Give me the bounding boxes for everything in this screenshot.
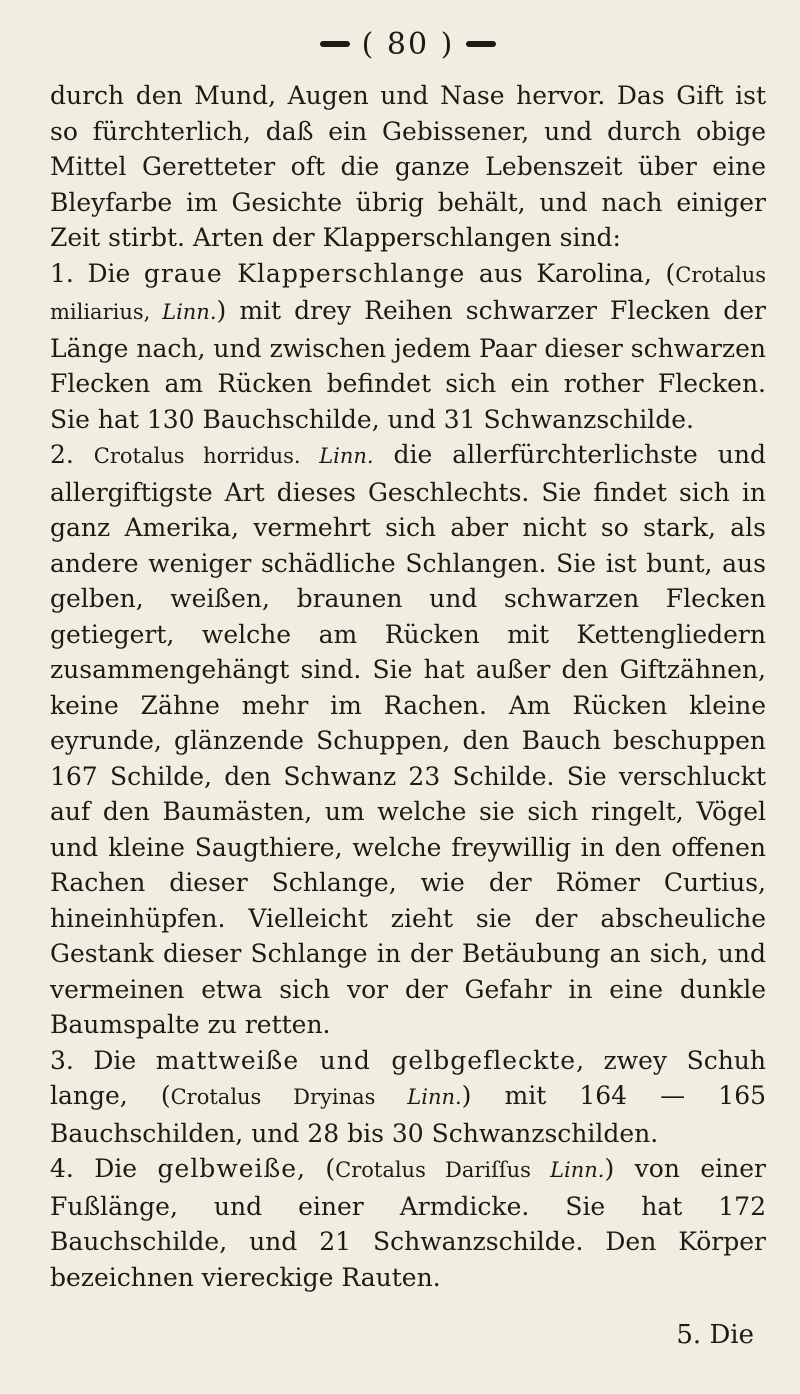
text-run: Linn. xyxy=(407,1085,462,1109)
text-run: graue Klapperschlange xyxy=(143,258,466,288)
text-run: ) von einer Fußlänge, und einer Armdicke. Sie hat 172 Bauchschilde, und 21 Schwanzschilde. Den Körper bezeichnen viereckige Rauten. xyxy=(50,1154,766,1292)
header-rule-right xyxy=(466,41,496,47)
text-run: 1. Die xyxy=(50,258,144,288)
text-run: , ( xyxy=(297,1154,336,1183)
header-rule-left xyxy=(320,41,350,47)
text-run: mattweiße und gelbgefleckte xyxy=(155,1045,577,1075)
catchword: 5. Die xyxy=(676,1320,754,1350)
text-run: Crotalus horridus. xyxy=(93,444,320,468)
text-run: Linn. xyxy=(550,1158,605,1182)
paragraph-3 xyxy=(50,1043,766,1152)
text-run: 4. Die xyxy=(50,1154,158,1183)
paragraph-1 xyxy=(50,256,766,438)
text-run: Linn. xyxy=(319,444,374,468)
body-text xyxy=(50,78,766,1295)
text-run: , zwey Schuh lange, ( xyxy=(50,1045,766,1110)
paragraph-intro xyxy=(50,78,766,256)
text-run: ) mit drey Reihen schwarzer Flecken der Länge nach, und zwischen jedem Paar dieser schwarzen Flecken am Rücken befindet sich ein rother Flecken. Sie hat 130 Bauchschilde, und 31 Schwanzschilde. xyxy=(50,296,766,434)
paragraph-4 xyxy=(50,1151,766,1295)
text-run: aus Karolina, ( xyxy=(465,258,676,288)
text-run: gelbweiße xyxy=(157,1154,297,1183)
text-run: 3. Die xyxy=(50,1045,156,1075)
page-header xyxy=(50,22,766,66)
text-run: 2. xyxy=(50,440,94,469)
text-run: durch den Mund, Augen und Nase hervor. Das Gift ist so fürchterlich, daß ein Gebissener, und durch obige Mittel Geretteter oft die ganze Lebenszeit über eine Bleyfarbe im Gesichte übrig behält, und nach einiger Zeit stirbt. Arten der Klapperschlangen sind: xyxy=(50,81,766,252)
text-run: Crotalus miliarius, xyxy=(50,262,766,324)
text-run: die allerfürchterlichste und allergiftigste Art dieses Geschlechts. Sie findet sich in ganz Amerika, vermehrt sich aber nicht so stark, als andere weniger schädliche Schlangen. Sie ist bunt, aus gelben, weißen, braunen und schwarzen Flecken getiegert, welche am Rücken mit Kettengliedern zusammengehängt sind. Sie hat außer den Giftzähnen, keine Zähne mehr im Rachen. Am Rücken kleine eyrunde, glänzende Schuppen, den Bauch beschuppen 167 Schilde, den Schwanz 23 Schilde. Sie verschluckt auf den Baumästen, um welche sie sich ringelt, Vögel und kleine Saugthiere, welche freywillig in den offenen Rachen dieser Schlange, wie der Römer Curtius, hineinhüpfen. Vielleicht zieht sie der abscheuliche Gestank dieser Schlange in der Betäubung an sich, und vermeinen etwa sich vor der Gefahr in eine dunkle Baumspalte zu retten. xyxy=(50,440,766,1039)
text-run: Linn. xyxy=(162,300,217,324)
text-run: ) mit 164 — 165 Bauchschilden, und 28 bis 30 Schwanzschilden. xyxy=(50,1081,767,1148)
text-run: Crotalus Dariſſus xyxy=(335,1158,551,1182)
page-number: ( 80 ) xyxy=(361,26,455,62)
paragraph-2 xyxy=(50,437,766,1043)
text-run: Crotalus Dryinas xyxy=(170,1085,408,1109)
